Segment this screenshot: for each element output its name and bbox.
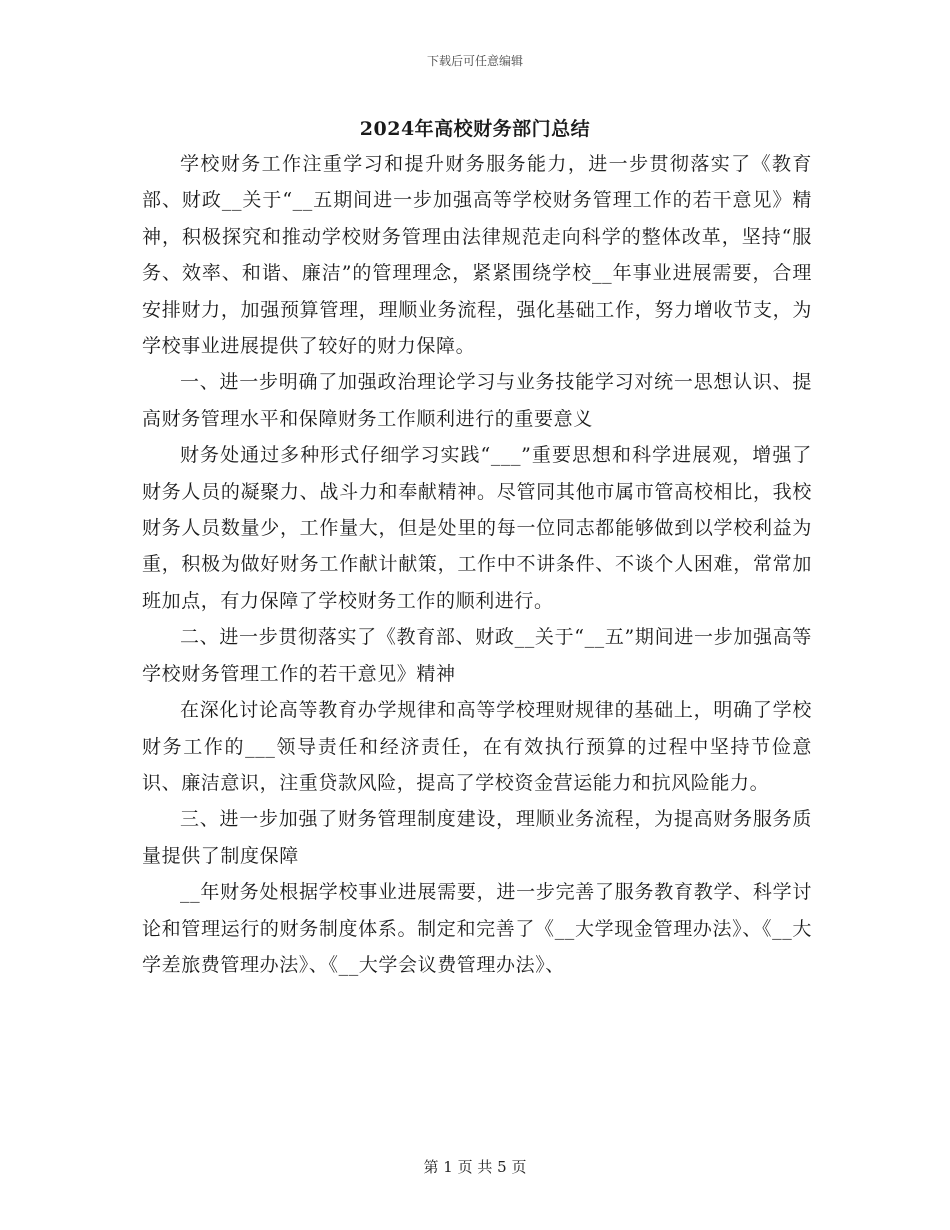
section-heading-1: 一、进一步明确了加强政治理论学习与业务技能学习对统一思想认识、提高财务管理水平和保障财务工作顺利进行的重要意义 (142, 371, 812, 430)
page-number: 第 1 页 共 5 页 (423, 1158, 527, 1176)
paragraph-section-3: __年财务处根据学校事业进展需要，进一步完善了服务教育教学、科学讨论和管理运行的财务制度体系。制定和完善了《__大学现金管理办法》、《__大学差旅费管理办法》、《__大学会议费管理办法》、 (142, 881, 812, 976)
document-body (142, 146, 812, 983)
document-title: 2024年高校财务部门总结 (359, 118, 591, 140)
section-heading-3: 三、进一步加强了财务管理制度建设，理顺业务流程，为提高财务服务质量提供了制度保障 (142, 808, 812, 867)
section-heading-2: 二、进一步贯彻落实了《教育部、财政__关于“__五”期间进一步加强高等学校财务管理工作的若干意见》精神 (142, 626, 812, 685)
paragraph-intro: 学校财务工作注重学习和提升财务服务能力，进一步贯彻落实了《教育部、财政__关于“__五期间进一步加强高等学校财务管理工作的若干意见》精神，积极探究和推动学校财务管理由法律规范走向科学的整体改革，坚持“服务、效率、和谐、廉洁”的管理理念，紧紧围绕学校__年事业进展需要，合理安排财力，加强预算管理，理顺业务流程，强化基础工作，努力增收节支，为学校事业进展提供了较好的财力保障。 (142, 153, 812, 358)
paragraph-section-1: 财务处通过多种形式仔细学习实践“___”重要思想和科学进展观，增强了财务人员的凝聚力、战斗力和奉献精神。尽管同其他市属市管高校相比，我校财务人员数量少，工作量大，但是处里的每一位同志都能够做到以学校利益为重，积极为做好财务工作献计献策，工作中不讲条件、不谈个人困难，常常加班加点，有力保障了学校财务工作的顺利进行。 (142, 444, 812, 612)
paragraph-section-2: 在深化讨论高等教育办学规律和高等学校理财规律的基础上，明确了学校财务工作的___领导责任和经济责任，在有效执行预算的过程中坚持节俭意识、廉洁意识，注重贷款风险，提高了学校资金营运能力和抗风险能力。 (142, 699, 812, 794)
header-note: 下载后可任意编辑 (426, 54, 523, 68)
